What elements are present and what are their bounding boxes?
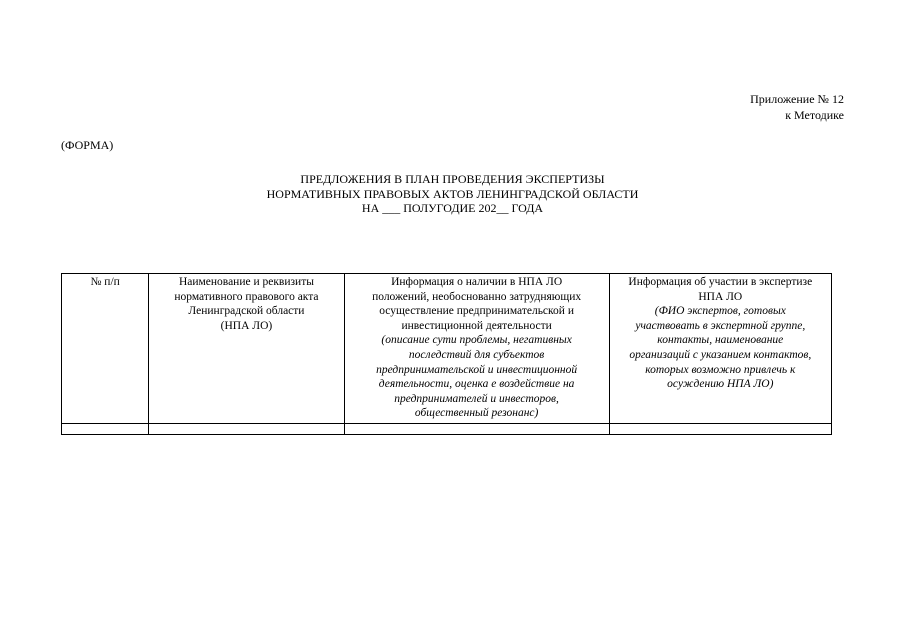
header-participation-italic-2: участвовать в экспертной группе, xyxy=(635,319,806,332)
header-participation-italic-4: организаций с указанием контактов, xyxy=(629,348,812,361)
header-act-line-1: Наименование и реквизиты xyxy=(178,276,314,288)
empty-cell-act-name xyxy=(149,423,344,434)
proposals-table xyxy=(61,273,832,435)
header-info-line-2: положений, необоснованно затрудняющих xyxy=(372,290,582,303)
form-label: (ФОРМА) xyxy=(61,138,114,152)
header-cell-participation-info xyxy=(609,274,831,424)
title-line-3: НА ___ ПОЛУГОДИЕ 202__ ГОДА xyxy=(361,201,544,215)
appendix-reference xyxy=(750,92,844,123)
header-participation-line-1: Информация об участии в экспертизе xyxy=(628,276,813,288)
header-info-italic-6: общественный резонанс) xyxy=(414,407,539,420)
header-cell-provisions-info xyxy=(344,274,609,424)
title-line-1: ПРЕДЛОЖЕНИЯ В ПЛАН ПРОВЕДЕНИЯ ЭКСПЕРТИЗЫ xyxy=(300,172,605,186)
header-participation-italic-6: осуждению НПА ЛО) xyxy=(667,378,774,391)
header-info-italic-4: деятельности, оценка е воздействие на xyxy=(378,378,575,391)
header-act-line-2: нормативного правового акта xyxy=(174,290,319,303)
title-line-2: НОРМАТИВНЫХ ПРАВОВЫХ АКТОВ ЛЕНИНГРАДСКОЙ ОБЛАСТИ xyxy=(266,186,639,201)
header-act-line-3: Ленинградской области xyxy=(188,305,305,318)
header-act-line-4: (НПА ЛО) xyxy=(220,319,273,332)
header-cell-number xyxy=(62,274,149,424)
header-info-italic-2: последствий для субъектов xyxy=(408,348,545,361)
header-participation-italic-3: контакты, наименование xyxy=(657,334,784,347)
table-header-row xyxy=(62,274,832,424)
empty-cell-participation-info xyxy=(609,423,831,434)
table-row xyxy=(62,423,832,434)
header-info-line-4: инвестиционной деятельности xyxy=(401,319,552,332)
header-info-italic-1: (описание сути проблемы, негативных xyxy=(381,334,572,347)
document-title xyxy=(0,172,905,216)
empty-cell-provisions-info xyxy=(344,423,609,434)
header-info-line-3: осуществление предпринимательской и xyxy=(379,305,574,318)
header-participation-italic-5: которых возможно привлечь к xyxy=(645,363,796,376)
header-info-italic-5: предпринимателей и инвесторов, xyxy=(394,392,559,405)
header-number-line: № п/п xyxy=(90,276,120,288)
header-cell-act-name xyxy=(149,274,344,424)
header-participation-line-2: НПА ЛО xyxy=(698,290,743,303)
header-info-line-1: Информация о наличии в НПА ЛО xyxy=(391,276,563,288)
appendix-methodology: к Методике xyxy=(785,107,844,122)
header-participation-italic-1: (ФИО экспертов, готовых xyxy=(654,305,786,318)
empty-cell-number xyxy=(62,423,149,434)
appendix-number: Приложение № 12 xyxy=(750,92,844,106)
header-info-italic-3: предпринимательской и инвестиционной xyxy=(376,363,578,376)
